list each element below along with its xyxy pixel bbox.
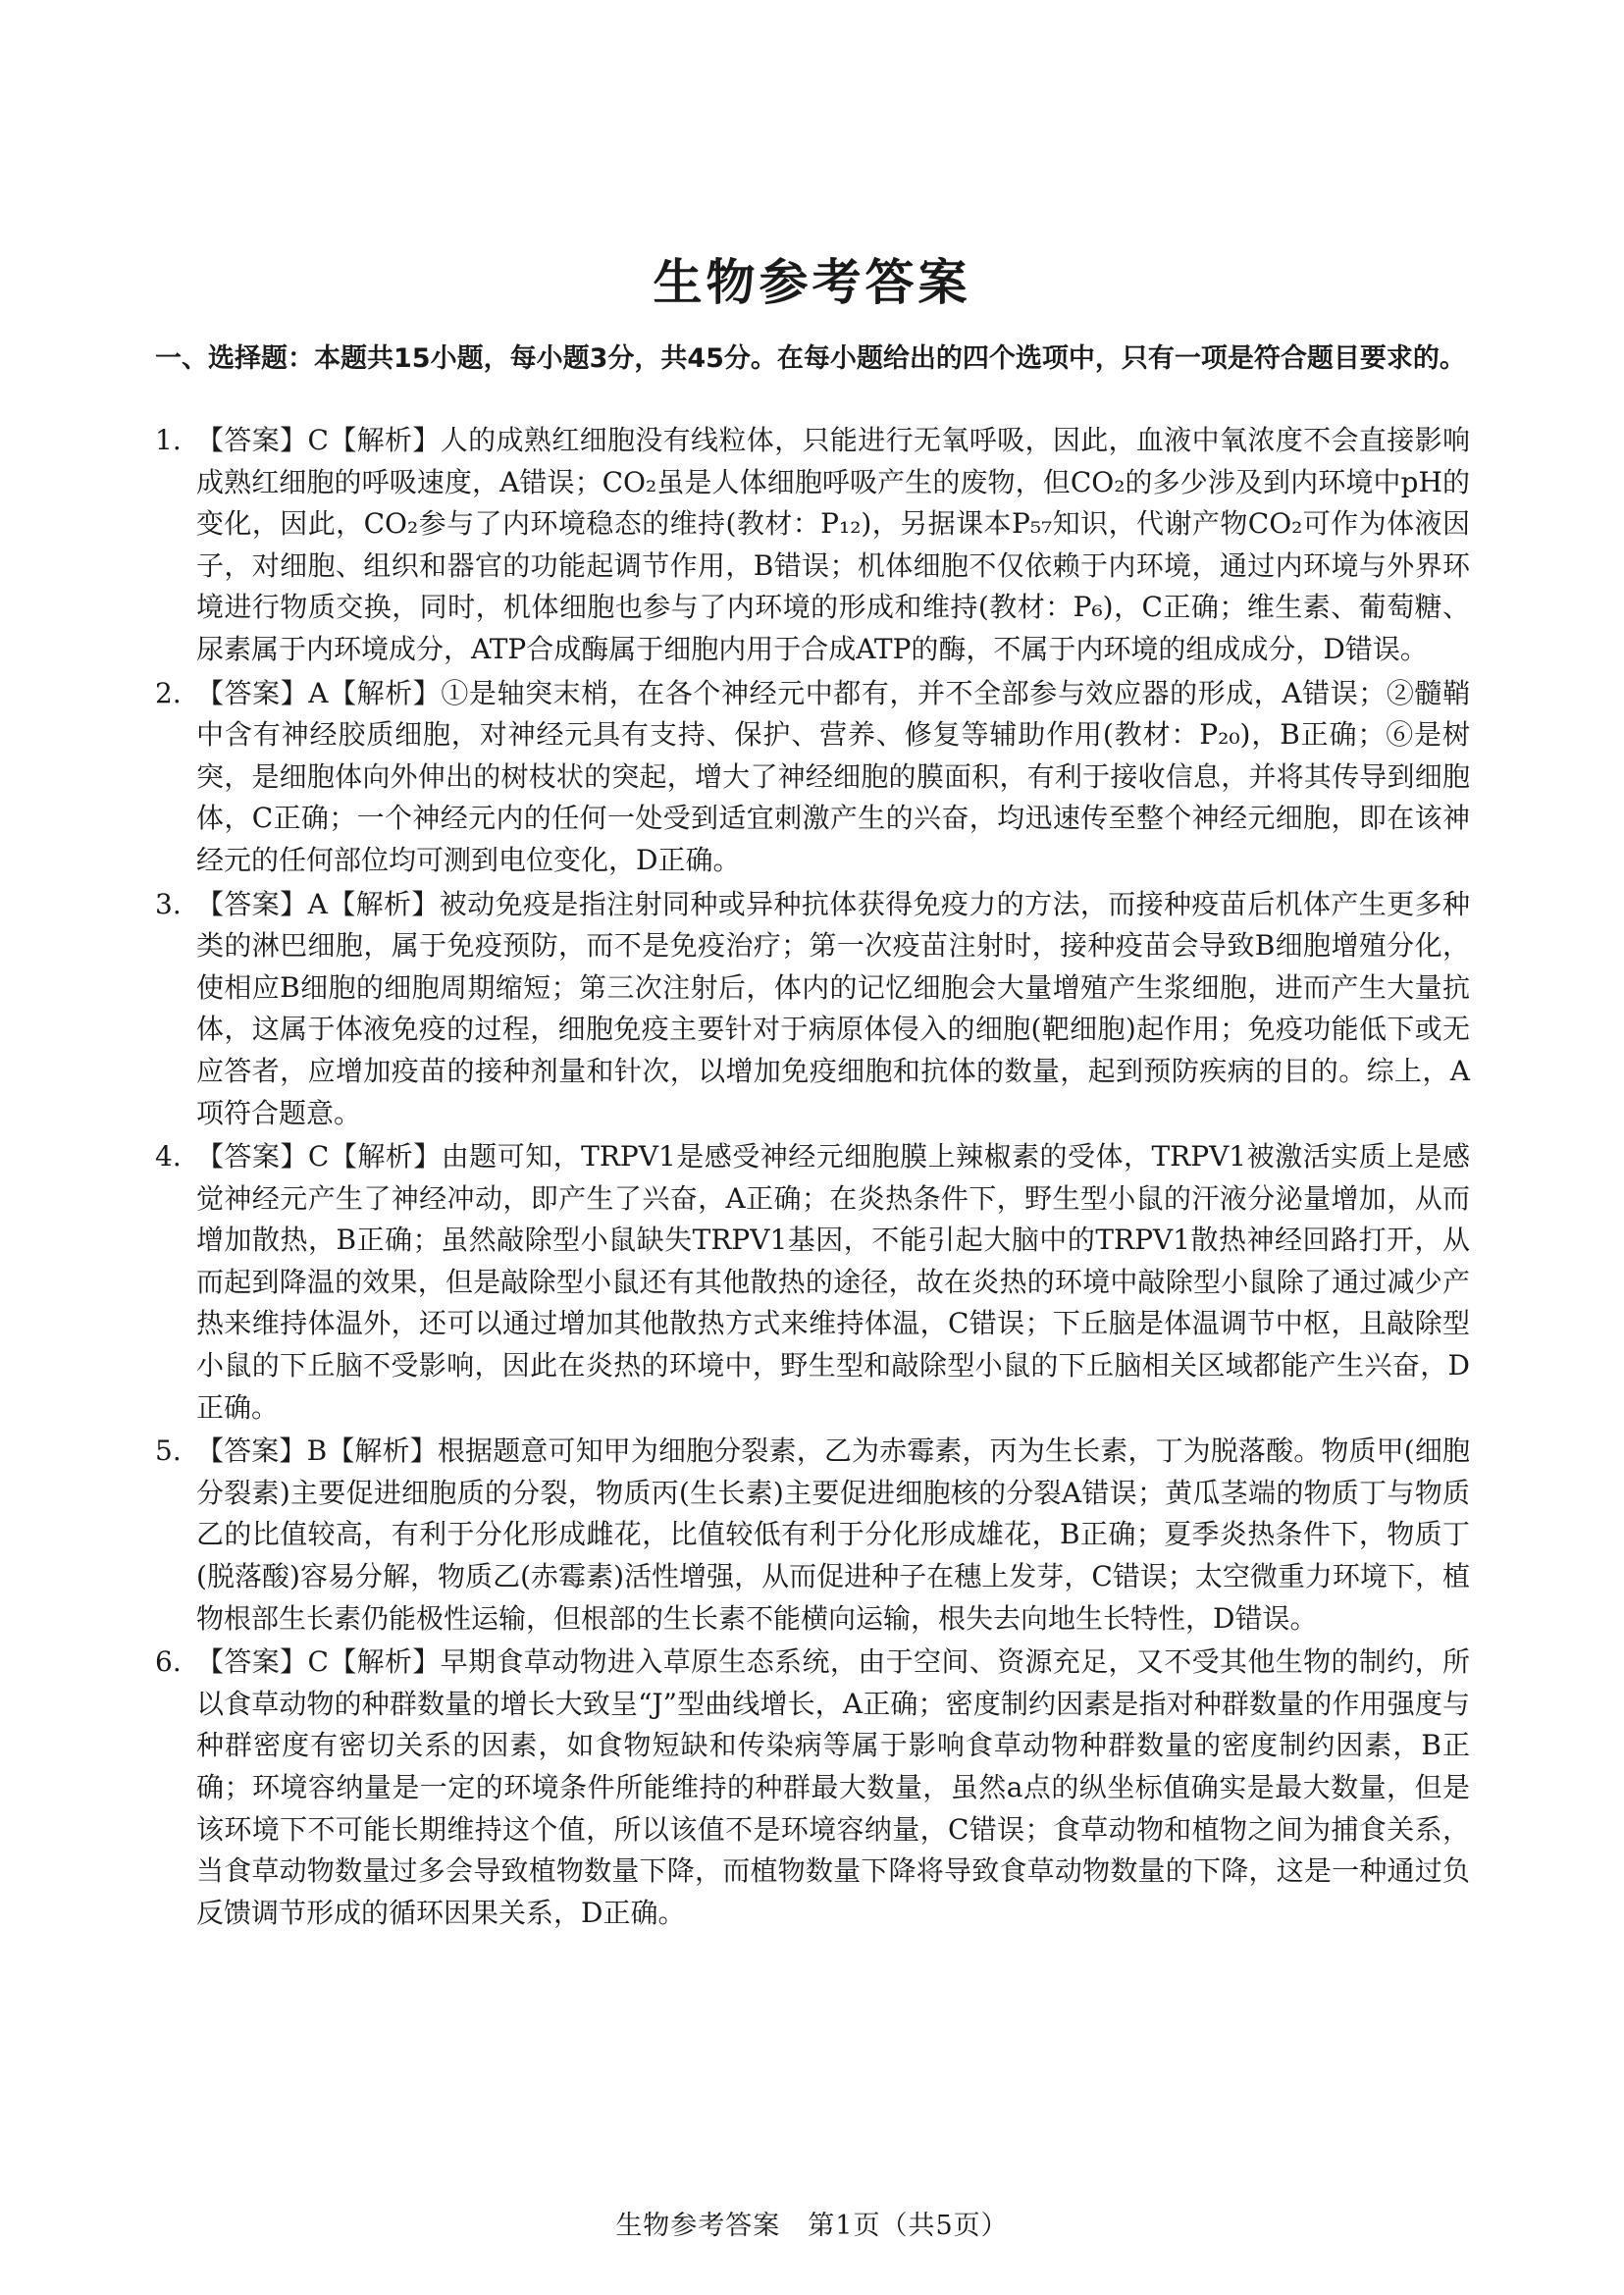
question-body <box>196 1431 1470 1640</box>
explanation-text: 由题可知，TRPV1是感受神经元细胞膜上辣椒素的受体，TRPV1被激活实质上是感觉神经元产生了神经冲动，即产生了兴奋，A正确；在炎热条件下，野生型小鼠的汗液分泌量增加，从而增加散热，B正确；虽然敲除型小鼠缺失TRPV1基因，不能引起大脑中的TRPV1散热神经回路打开，从而起到降温的效果，但是敲除型小鼠还有其他散热的途径，故在炎热的环境中敲除型小鼠除了通过减少产热来维持体温外，还可以通过增加其他散热方式来维持体温，C错误；下丘脑是体温调节中枢，且敲除型小鼠的下丘脑不受影响，因此在炎热的环境中，野生型和敲除型小鼠的下丘脑相关区域都能产生兴奋，D正确。 <box>196 1140 1470 1424</box>
question-body <box>196 420 1470 671</box>
page-title: 生物参考答案 <box>653 254 971 311</box>
explanation-text: 被动免疫是指注射同种或异种抗体获得免疫力的方法，而接种疫苗后机体产生更多种类的淋巴细胞，属于免疫预防，而不是免疫治疗；第一次疫苗注射时，接种疫苗会导致B细胞增殖分化，使相应B细胞的细胞周期缩短；第三次注射后，体内的记忆细胞会大量增殖产生浆细胞，进而产生大量抗体，这属于体液免疫的过程，细胞免疫主要针对于病原体侵入的细胞(靶细胞)起作用；免疫功能低下或无应答者，应增加疫苗的接种剂量和针次，以增加免疫细胞和抗体的数量，起到预防疾病的目的。综上，A项符合题意。 <box>196 887 1470 1129</box>
answer-tag: 【答案】C【解析】 <box>196 1645 441 1679</box>
question-number: 4. <box>155 1140 182 1174</box>
answer-tag: 【答案】A【解析】 <box>196 887 440 920</box>
question-item <box>155 1431 1470 1640</box>
question-number: 2. <box>155 676 182 709</box>
section-heading: 一、选择题：本题共15小题，每小题3分，共45分。在每小题给出的四个选项中，只有一项是符合题目要求的。 <box>155 343 1466 374</box>
question-body <box>196 1136 1470 1429</box>
question-number: 1. <box>155 424 182 456</box>
question-body <box>196 884 1470 1135</box>
question-item <box>155 420 1470 671</box>
question-list <box>155 420 1470 1936</box>
question-body <box>196 673 1470 882</box>
question-number: 3. <box>155 887 182 920</box>
question-item <box>155 1136 1470 1429</box>
explanation-text: 人的成熟红细胞没有线粒体，只能进行无氧呼吸，因此，血液中氧浓度不会直接影响成熟红细胞的呼吸速度，A错误；CO₂虽是人体细胞呼吸产生的废物，但CO₂的多少涉及到内环境中pH的变化，因此，CO₂参与了内环境稳态的维持(教材：P₁₂)，另据课本P₅₇知识，代谢产物CO₂可作为体液因子，对细胞、组织和器官的功能起调节作用，B错误；机体细胞不仅依赖于内环境，通过内环境与外界环境进行物质交换，同时，机体细胞也参与了内环境的形成和维持(教材：P₆)，C正确；维生素、葡萄糖、尿素属于内环境成分，ATP合成酶属于细胞内用于合成ATP的酶，不属于内环境的组成成分，D错误。 <box>196 424 1470 665</box>
explanation-text: ①是轴突末梢，在各个神经元中都有，并不全部参与效应器的形成，A错误；②髓鞘中含有神经胶质细胞，对神经元具有支持、保护、营养、修复等辅助作用(教材：P₂₀)，B正确；⑥是树突，是细胞体向外伸出的树枝状的突起，增大了神经细胞的膜面积，有利于接收信息，并将其传导到细胞体，C正确；一个神经元内的任何一处受到适宜刺激产生的兴奋，均迅速传至整个神经元细胞，即在该神经元的任何部位均可测到电位变化，D正确。 <box>196 676 1470 876</box>
question-item <box>155 673 1470 882</box>
page-footer: 生物参考答案 第1页（共5页） <box>615 2211 1009 2241</box>
explanation-text: 早期食草动物进入草原生态系统，由于空间、资源充足，又不受其他生物的制约，所以食草动物的种群数量的增长大致呈“J”型曲线增长，A正确；密度制约因素是指对种群数量的作用强度与种群密度有密切关系的因素，如食物短缺和传染病等属于影响食草动物种群数量的密度制约因素，B正确；环境容纳量是一定的环境条件所能维持的种群最大数量，虽然a点的纵坐标值确实是最大数量，但是该环境下不可能长期维持这个值，所以该值不是环境容纳量，C错误；食草动物和植物之间为捕食关系，当食草动物数量过多会导致植物数量下降，而植物数量下降将导致食草动物数量的下降，这是一种通过负反馈调节形成的循环因果关系，D正确。 <box>196 1645 1470 1929</box>
answer-tag: 【答案】B【解析】 <box>196 1434 438 1468</box>
question-number: 6. <box>155 1645 182 1679</box>
explanation-text: 根据题意可知甲为细胞分裂素，乙为赤霉素，丙为生长素，丁为脱落酸。物质甲(细胞分裂素)主要促进细胞质的分裂，物质丙(生长素)主要促进细胞核的分裂A错误；黄瓜茎端的物质丁与物质乙的比值较高，有利于分化形成雌花，比值较低有利于分化形成雄花，B正确；夏季炎热条件下，物质丁(脱落酸)容易分解，物质乙(赤霉素)活性增强，从而促进种子在穗上发芽，C错误；太空微重力环境下，植物根部生长素仍能极性运输，但根部的生长素不能横向运输，根失去向地生长特性，D错误。 <box>196 1434 1471 1635</box>
answer-tag: 【答案】A【解析】 <box>196 676 442 709</box>
question-item <box>155 1642 1470 1934</box>
question-number: 5. <box>155 1434 182 1468</box>
answer-tag: 【答案】C【解析】 <box>196 1140 442 1174</box>
question-item <box>155 884 1470 1135</box>
answer-tag: 【答案】C【解析】 <box>196 424 441 456</box>
question-body <box>196 1642 1470 1934</box>
